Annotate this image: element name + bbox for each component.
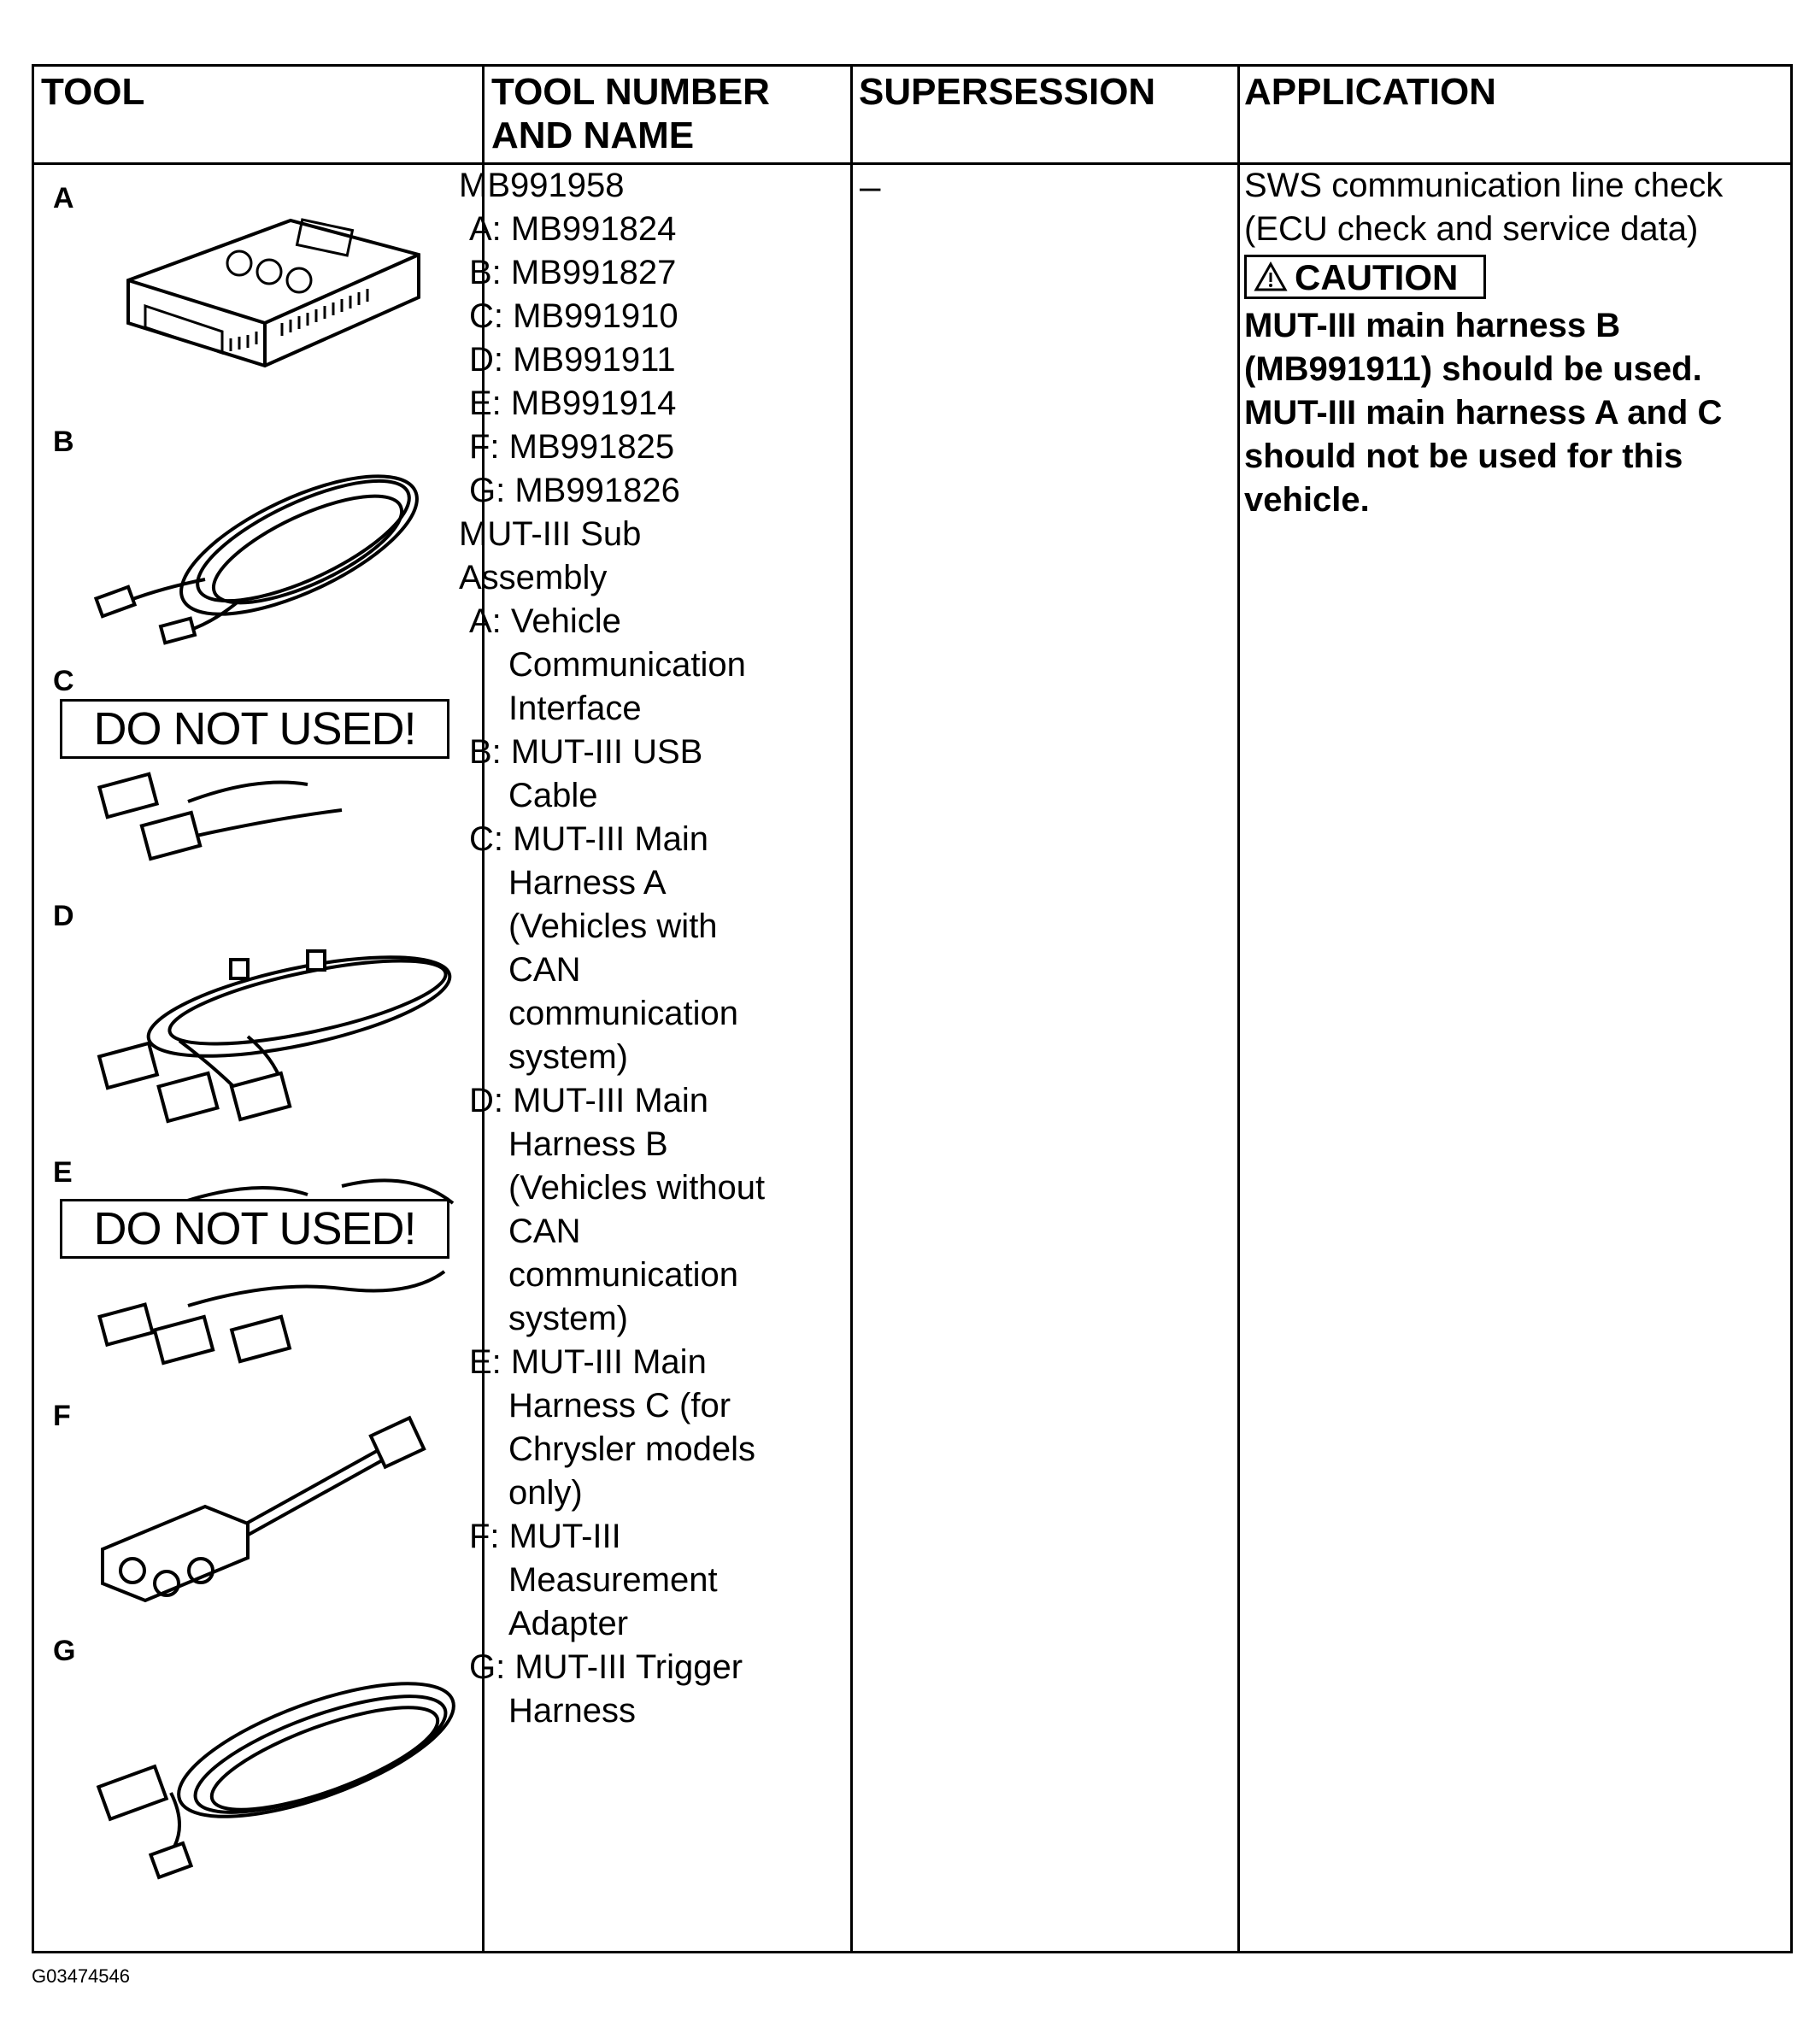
tool-name-continuation: (Vehicles with [508,907,718,945]
caution-line: (MB991911) should be used. [1244,350,1702,388]
tool-name-continuation: (Vehicles without [508,1169,766,1207]
do-not-used-label-e: DO NOT USED! [60,1199,449,1259]
tool-number-column [459,164,826,1733]
tool-names-list [459,600,826,1733]
assembly-label-line1: MUT-III Sub [459,515,642,553]
tool-name-continuation: only) [508,1474,583,1512]
tool-name-continuation: Chrysler models [508,1430,755,1468]
header-tool-number-line1: TOOL NUMBER [491,71,770,113]
caution-line: vehicle. [1244,481,1370,519]
tool-parts-list [459,208,826,513]
header-tool: TOOL [41,71,145,113]
tool-part-number: G: MB991826 [469,472,680,509]
application-column [1244,164,1791,522]
tool-part-number: C: MB991910 [469,297,678,335]
tool-part-number: F: MB991825 [469,428,675,466]
tool-name-continuation: Adapter [508,1605,629,1642]
trigger-harness-icon [85,1656,479,1895]
caution-line: should not be used for this [1244,438,1683,475]
tool-name-continuation: communication [508,1256,739,1294]
tool-name-first-line: E: MUT-III Main [469,1343,707,1381]
tool-letter-b: B [53,426,74,458]
tool-part-number: A: MB991824 [469,210,677,248]
column-divider [1237,67,1240,1951]
tool-name-first-line: A: Vehicle [469,602,621,640]
application-line2: (ECU check and service data) [1244,210,1699,248]
tool-letter-d: D [53,900,74,932]
tool-name-continuation: Harness C (for [508,1387,731,1424]
tool-name-continuation: system) [508,1300,628,1337]
caution-text [1244,304,1791,522]
tool-name-continuation: Harness A [508,864,667,902]
figure-id: G03474546 [32,1965,130,1987]
tool-name-first-line: F: MUT-III [469,1518,621,1555]
header-supersession: SUPERSESSION [859,71,1156,113]
application-line1: SWS communication line check [1244,167,1724,204]
tool-letter-g: G [53,1635,76,1667]
tool-name-continuation: CAN [508,951,581,989]
tool-number-main: MB991958 [459,167,625,204]
tool-name-continuation: system) [508,1038,628,1076]
tool-letter-e: E [53,1156,73,1189]
caution-label: CAUTION [1295,256,1459,297]
header-tool-number [491,70,770,157]
tool-name-continuation: Cable [508,777,598,814]
vci-unit-icon [94,203,436,383]
tool-part-number: B: MB991827 [469,254,677,291]
caution-line: MUT-III main harness B [1244,307,1621,344]
tool-name-continuation: communication [508,995,739,1032]
tool-name-continuation: Harness B [508,1125,668,1163]
do-not-used-label-c: DO NOT USED! [60,699,449,759]
tool-name-first-line: C: MUT-III Main [469,820,709,858]
header-application: APPLICATION [1244,71,1496,113]
tool-name-first-line: D: MUT-III Main [469,1082,709,1119]
tool-name-continuation: Harness [508,1692,636,1730]
supersession-value: – [860,166,881,208]
tool-letter-a: A [53,182,74,214]
tool-name-first-line: G: MUT-III Trigger [469,1648,743,1686]
warning-triangle-icon [1254,261,1288,292]
column-divider [850,67,853,1951]
tool-name-continuation: CAN [508,1213,581,1250]
tool-name-continuation: Communication [508,646,746,684]
tool-name-continuation: Measurement [508,1561,718,1599]
usb-cable-icon [85,451,444,648]
tool-name-continuation: Interface [508,690,642,727]
tool-part-number: D: MB991911 [469,341,676,379]
tool-letter-f: F [53,1400,71,1432]
tool-table [32,64,1793,1953]
measurement-adapter-icon [85,1413,461,1618]
assembly-label-line2: Assembly [459,559,608,596]
header-tool-number-line2: AND NAME [491,115,695,156]
main-harness-b-icon [85,921,479,1135]
caution-line: MUT-III main harness A and C [1244,394,1723,432]
tool-name-first-line: B: MUT-III USB [469,733,703,771]
tool-letter-c: C [53,665,74,697]
tool-part-number: E: MB991914 [469,385,677,422]
caution-box [1244,255,1486,299]
